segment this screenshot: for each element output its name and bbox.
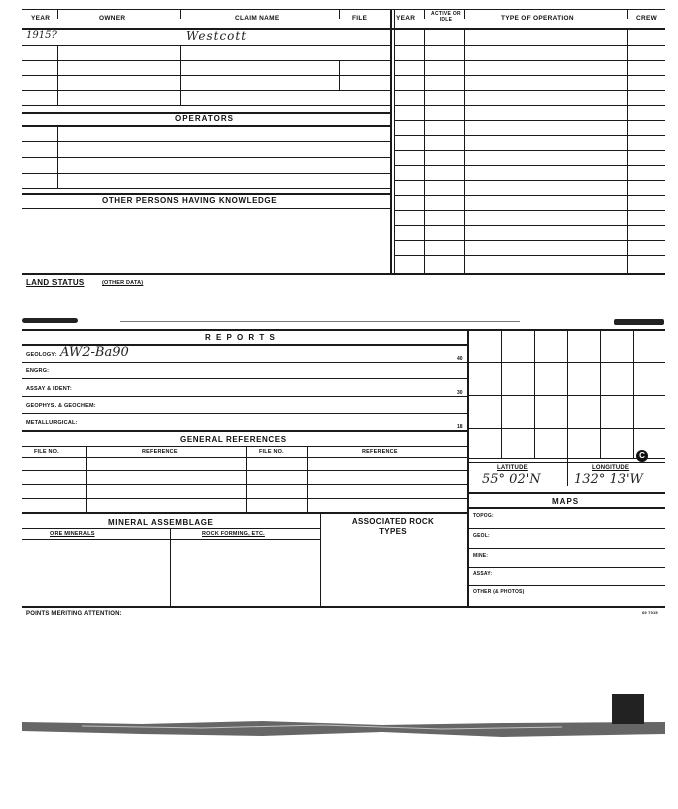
mineral-assemblage-title: MINERAL ASSEMBLAGE [108,518,214,527]
maps-topog: TOPOG: [473,513,494,519]
scan-block-bottom-right [612,694,644,724]
geophys-label: GEOPHYS. & GEOCHEM: [26,403,96,409]
land-status-sub: (OTHER DATA) [102,280,144,286]
rock-forming-label: ROCK FORMING, ETC. [202,531,265,537]
geology-label: GEOLOGY: [26,352,57,358]
maps-assay: ASSAY: [473,571,493,577]
operators-label: OPERATORS [175,114,234,123]
ref-col-reference-2: REFERENCE [362,449,398,455]
ref-col-file-no-2: FILE NO. [259,449,284,455]
assay-ident-label: ASSAY & IDENT: [26,386,72,392]
ore-minerals-label: ORE MINERALS [50,531,95,537]
engrg-label: ENGRG: [26,368,50,374]
header-file: FILE [352,15,368,22]
metallurgical-label: METALLURGICAL: [26,420,78,426]
location-marker: C [636,450,648,462]
header-claim-name: CLAIM NAME [235,15,280,22]
header-year-2: YEAR [396,15,416,22]
maps-other-photos: OTHER (& PHOTOS) [473,589,525,595]
ref-col-reference-1: REFERENCE [142,449,178,455]
latitude-label: LATITUDE [497,465,528,471]
other-persons-label: OTHER PERSONS HAVING KNOWLEDGE [102,196,278,205]
ref-col-file-no-1: FILE NO. [34,449,59,455]
scan-noise-bottom [22,712,665,742]
header-year: YEAR [31,15,51,22]
reports-title: R E P O R T S [205,333,277,342]
scan-smudge-left [22,318,78,323]
longitude-label: LONGITUDE [592,465,630,471]
maps-mine: MINE: [473,553,489,559]
points-meriting-label: POINTS MERITING ATTENTION: [26,611,122,617]
header-type-of-operation: TYPE OF OPERATION [501,15,574,22]
land-status-label: LAND STATUS [26,278,85,287]
header-owner: OWNER [99,15,126,22]
latitude-value: 55° 02'N [482,472,541,487]
geology-num: 40 [457,356,463,362]
metallurgical-num: 18 [457,424,463,430]
form-code: 69 7015 [642,610,658,615]
entry-claim-name: Westcott [186,29,248,43]
geology-value: AW2-Ba90 [60,345,129,360]
scan-smudge-right [614,319,664,325]
general-references-title: GENERAL REFERENCES [180,435,287,444]
associated-rock-types: ASSOCIATED ROCK TYPES [351,517,435,536]
entry-year: 1915? [26,30,57,41]
assay-ident-num: 30 [457,390,463,396]
longitude-value: 132° 13'W [574,472,643,487]
header-active-or-idle: ACTIVE OR IDLE [431,11,461,23]
header-crew: CREW [636,15,658,22]
maps-geol: GEOL: [473,533,490,539]
maps-title: MAPS [552,497,580,506]
